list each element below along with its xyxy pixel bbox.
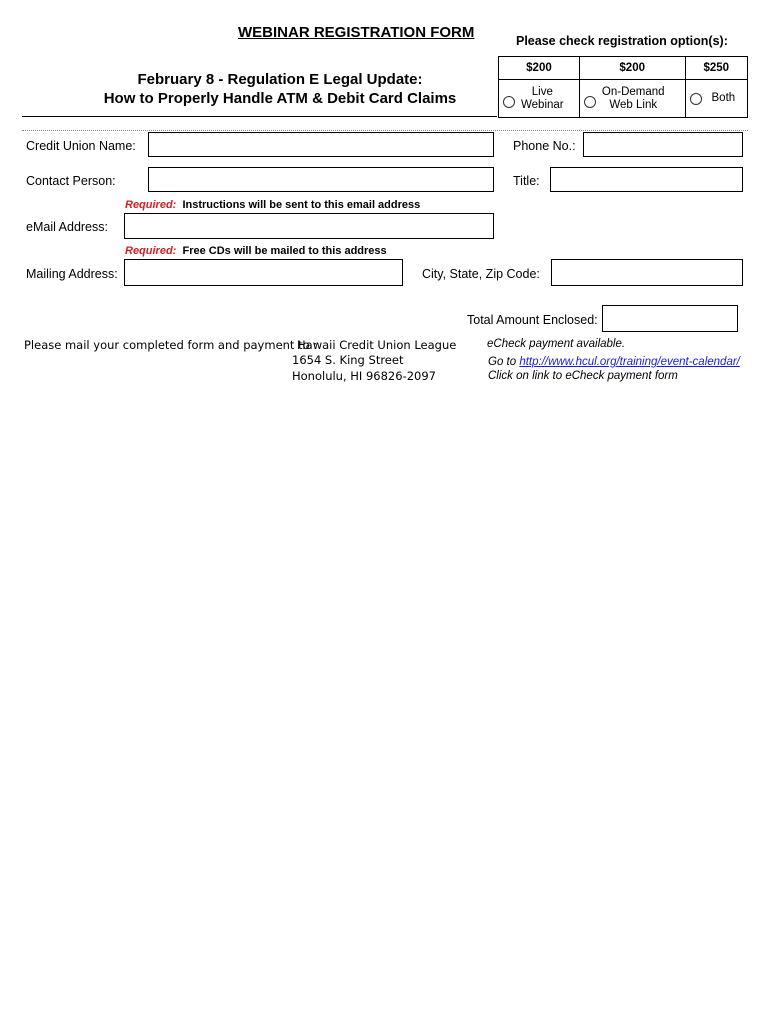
divider [22,116,497,117]
price-on-demand: $200 [579,57,685,80]
mail-org: Hawaii Credit Union League [297,338,457,352]
mailing-address-input[interactable] [125,260,402,285]
options-header: Please check registration option(s): [516,34,728,48]
echeck-available: eCheck payment available. [487,338,626,350]
city-state-zip-input[interactable] [552,260,742,285]
title-field[interactable] [550,167,743,192]
contact-person-field[interactable] [148,167,494,192]
mail-street: 1654 S. King Street [292,353,404,367]
dotted-divider [22,130,748,131]
option-label-on-demand: On-Demand Web Link [601,85,665,111]
echeck-go-to: Go to http://www.hcul.org/training/event-calendar/ [488,356,740,368]
radio-both[interactable] [690,93,702,105]
option-label-live-webinar: Live Webinar [521,85,564,111]
event-calendar-link[interactable]: http://www.hcul.org/training/event-calendar/ [519,356,740,368]
option-live-webinar[interactable] [499,80,580,118]
title-input[interactable] [551,168,742,191]
phone-input[interactable] [584,133,742,156]
credit-union-name-label: Credit Union Name: [26,139,136,153]
mailing-address-field[interactable] [124,259,403,286]
mail-instruction: Please mail your completed form and payment to : [24,338,318,352]
total-amount-field[interactable] [602,305,738,332]
radio-live-webinar[interactable] [503,96,515,108]
option-label-both: Both [711,92,736,104]
credit-union-name-input[interactable] [149,133,493,156]
echeck-click-text: Click on link to eCheck payment form [488,370,678,382]
contact-person-input[interactable] [149,168,493,191]
mail-required-note: Required: Free CDs will be mailed to this address [125,245,387,257]
event-title [90,70,470,108]
email-field[interactable] [124,213,494,239]
title-label: Title: [513,174,540,188]
price-both: $250 [685,57,748,80]
phone-field[interactable] [583,132,743,157]
total-amount-label: Total Amount Enclosed: [467,313,598,327]
radio-on-demand[interactable] [584,96,596,108]
option-both[interactable] [685,80,748,118]
credit-union-name-field[interactable] [148,132,494,157]
contact-person-label: Contact Person: [26,174,116,188]
email-label: eMail Address: [26,220,108,234]
mailing-address-label: Mailing Address: [26,267,118,281]
registration-options-table [498,56,748,118]
price-live-webinar: $200 [499,57,580,80]
city-state-zip-field[interactable] [551,259,743,286]
email-input[interactable] [125,214,493,238]
city-state-zip-label: City, State, Zip Code: [422,267,540,281]
total-amount-input[interactable] [603,306,737,331]
phone-label: Phone No.: [513,139,576,153]
event-title-line2: How to Properly Handle ATM & Debit Card Claims [103,90,457,107]
form-title: WEBINAR REGISTRATION FORM [238,24,475,41]
event-title-line1: February 8 - Regulation E Legal Update: [137,71,423,88]
email-required-note: Required: Instructions will be sent to this email address [125,199,421,211]
mail-city: Honolulu, HI 96826-2097 [292,369,436,383]
option-on-demand[interactable] [579,80,685,118]
